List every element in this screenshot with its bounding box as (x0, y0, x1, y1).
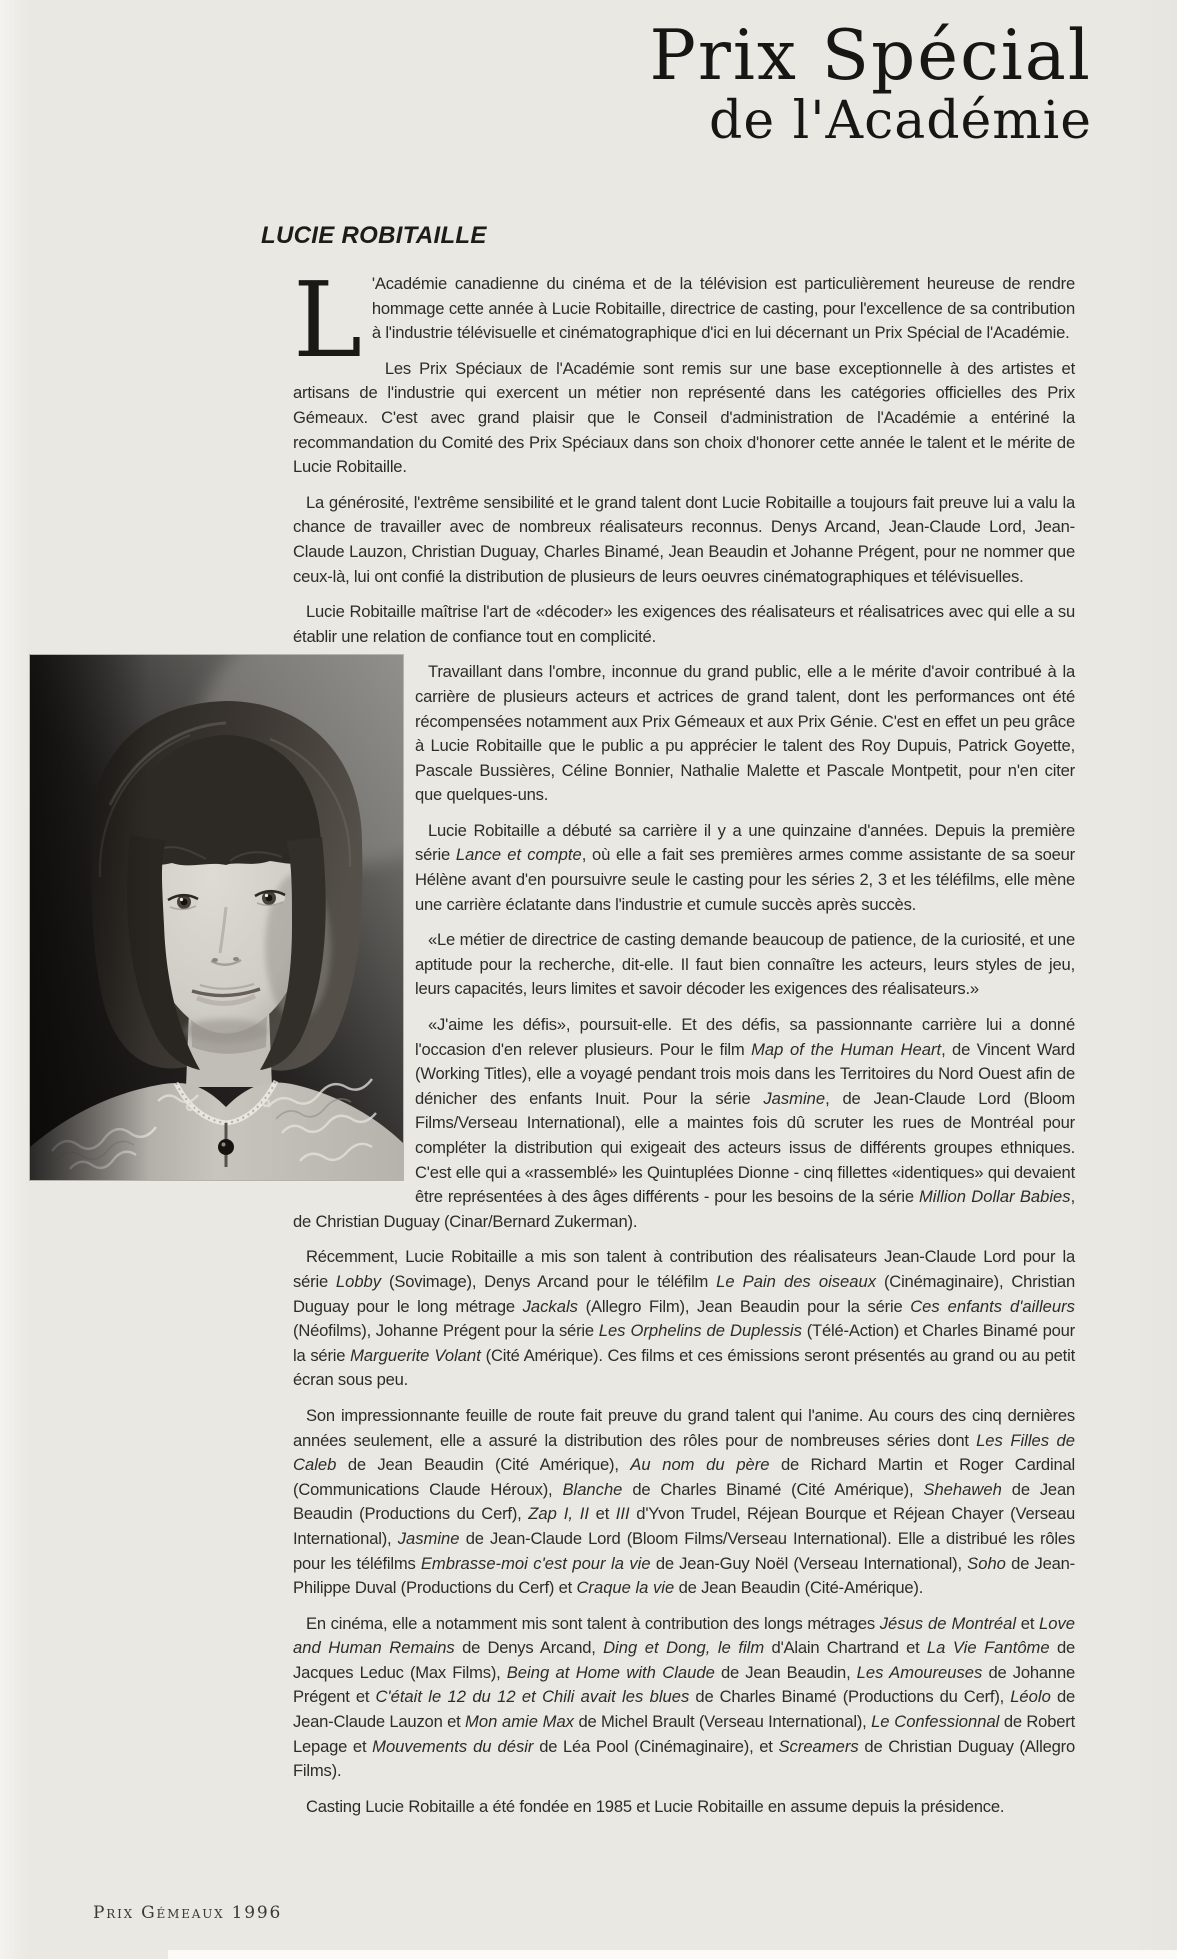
paragraphs-after-photo (293, 660, 1075, 1819)
text-segment: de Denys Arcand, (454, 1638, 604, 1658)
text-segment: (Cinémaginaire), Christian Duguay pour le long métrage (293, 1271, 1075, 1316)
text-segment: (Allegro Film), Jean Beaudin pour la série (577, 1296, 911, 1316)
text-segment: Lucie Robitaille a débuté sa carrière il y a une quinzaine d'années. Depuis la première série (415, 820, 1075, 865)
text-segment: d'Yvon Trudel, Réjean Bourque et Réjean Chayer (Verseau International), (293, 1504, 1075, 1548)
paragraph (293, 600, 1075, 649)
text-segment: de Richard Martin et Roger Cardinal (Communications Claude Héroux), (293, 1455, 1075, 1499)
italic-text-segment: Marguerite Volant (350, 1345, 481, 1365)
page-bottom-edge (168, 1950, 1177, 1959)
footer-page-label: Prix Gémeaux 1996 (93, 1903, 283, 1923)
text-segment: de Jean-Claude Lauzon et (293, 1687, 1076, 1732)
italic-text-segment: Lance et compte (455, 845, 582, 865)
text-segment: de Charles Binamé (Productions du Cerf), (689, 1687, 1011, 1707)
text-segment: de Jean-Guy Noël (Verseau International), (650, 1553, 968, 1573)
italic-text-segment: Map of the Human Heart (751, 1039, 942, 1059)
page-title-line-1: Prix Spécial (649, 16, 1092, 96)
text-segment: , de Jean-Claude Lord (Bloom Films/Verseau International), elle a maintes fois dû scruter les rues de Montréal pour compléter la distribution qui exigeait des acteurs issus de différents groupes ethniques. C'est elle qui a «rassemblé» les Quintuplées Dionne - cinq fillettes «identiques» qui devaient être représentées à des âges différents - pour les besoins de la série (415, 1088, 1075, 1207)
italic-text-segment: Le Confessionnal (871, 1712, 1000, 1732)
text-segment: de Léa Pool (Cinémaginaire), et (533, 1736, 779, 1756)
text-segment: de Jean Beaudin (Productions du Cerf), (293, 1479, 1076, 1524)
italic-text-segment: Craque la vie (576, 1578, 675, 1598)
text-segment: , de Vincent Ward (Working Titles), elle a voyagé pendant trois mois dans les Territoires du Nord Ouest afin de dénicher des enfants Inuit. Pour la série (415, 1039, 1076, 1108)
paragraphs-before-photo (293, 259, 1075, 649)
portrait-photo (30, 655, 403, 1180)
italic-text-segment: Zap I, II (528, 1504, 590, 1524)
text-segment: de Johanne Prégent et (293, 1662, 1076, 1707)
text-segment: 'Académie canadienne du cinéma et de la télévision est particulièrement heureuse de rendre hommage cette année à Lucie Robitaille, directrice de casting, pour l'excellence de sa contribution à l'industrie télévisuelle et cinématographique d'ici en lui décernant un Prix Spécial de l'Académie. (371, 274, 1075, 343)
text-segment: de Charles Binamé (Cité Amérique), (622, 1479, 924, 1499)
paragraph (293, 1404, 1075, 1601)
italic-text-segment: Jackals (522, 1296, 578, 1316)
italic-text-segment: Embrasse-moi c'est pour la vie (420, 1553, 651, 1573)
paragraph (293, 259, 1075, 381)
italic-text-segment: Shehaweh (923, 1479, 1002, 1499)
italic-text-segment: Les Amoureuses (856, 1662, 983, 1682)
italic-text-segment: Ces enfants d'ailleurs (910, 1296, 1075, 1316)
text-segment: Casting Lucie Robitaille a été fondée en 1985 et Lucie Robitaille en assume depuis la présidence. (306, 1796, 1005, 1816)
italic-text-segment: Mon amie Max (465, 1712, 574, 1732)
italic-text-segment: Blanche (562, 1479, 623, 1499)
text-segment: , où elle a fait ses premières armes comme assistante de sa soeur Hélène avant d'en poursuivre seule le casting pour les séries 2, 3 et les téléfilms, elle mène une carrière éclatante dans l'industrie et cumule succès après succès. (415, 845, 1075, 914)
italic-text-segment: Million Dollar Babies (918, 1187, 1071, 1207)
text-segment: de Jean-Claude Lord (Bloom Films/Verseau International). Elle a distribué les rôles pour les téléfilms (293, 1528, 1075, 1573)
text-segment: Son impressionnante feuille de route fait preuve du grand talent qui l'anime. Au cours des cinq dernières années seulement, elle a assuré la distribution des rôles pour de nombreuses séries dont (293, 1405, 1075, 1450)
italic-text-segment: Love and Human Remains (293, 1613, 1075, 1658)
text-segment: (Sovimage), Denys Arcand pour le téléfilm (381, 1271, 717, 1291)
article-body (293, 259, 1076, 1819)
text-segment: La générosité, l'extrême sensibilité et le grand talent dont Lucie Robitaille a toujours fait preuve lui a valu la chance de travailler avec de nombreux réalisateurs reconnus. Denys Arcand, Jean-Claude Lord, Jean-Claude Lauzon, Christian Duguay, Charles Binamé, Jean Beaudin et Johanne Prégent, pour ne nommer que ceux-là, lui ont confié la distribution de plusieurs de leurs oeuvres cinématographiques et télévisuelles. (293, 492, 1075, 586)
italic-text-segment: Au nom du père (630, 1455, 770, 1475)
text-segment: de Jean Beaudin, (714, 1662, 857, 1682)
person-name-heading: LUCIE ROBITAILLE (261, 222, 487, 249)
text-segment: et (1016, 1613, 1040, 1633)
text-segment: de Jean-Philippe Duval (Productions du Cerf) et (293, 1553, 1076, 1598)
page-title-line-2: de l'Académie (709, 91, 1092, 151)
text-segment: d'Alain Chartrand et (764, 1638, 927, 1658)
text-segment: de Jacques Leduc (Max Films), (293, 1638, 1076, 1682)
text-segment: , de Christian Duguay (Cinar/Bernard Zukerman). (293, 1187, 1076, 1231)
italic-text-segment: Léolo (1010, 1687, 1051, 1707)
text-segment: En cinéma, elle a notamment mis sont talent à contribution des longs métrages (306, 1613, 880, 1633)
text-segment: «Le métier de directrice de casting demande beaucoup de patience, de la curiosité, et une aptitude pour la recherche, dit-elle. Il faut bien connaître les acteurs, leurs styles de jeu, leurs capacités, leurs limites et savoir décoder les exigences des réalisateurs.» (415, 930, 1075, 999)
paragraph (293, 357, 1075, 480)
paragraph (293, 491, 1075, 589)
text-segment: Travaillant dans l'ombre, inconnue du grand public, elle a le mérite d'avoir contribué à la carrière de plusieurs acteurs et actrices de grand talent, dont les performances ont été récompensées notamment aux Prix Gémeaux et aux Prix Génie. C'est en effet un peu grâce à Lucie Robitaille que le public a pu apprécier le talent des Roy Dupuis, Patrick Goyette, Pascale Bussières, Céline Bonnier, Nathalie Malette et Pascale Montpetit, pour n'en citer que quelques-uns. (415, 662, 1075, 805)
italic-text-segment: Jasmine (397, 1528, 460, 1548)
paragraph (293, 1612, 1075, 1784)
text-segment: Récemment, Lucie Robitaille a mis son talent à contribution des réalisateurs Jean-Claude Lord pour la série (293, 1247, 1075, 1291)
text-segment: (Télé-Action) et Charles Binamé pour la série (293, 1321, 1075, 1365)
italic-text-segment: Mouvements du désir (372, 1736, 534, 1756)
italic-text-segment: Soho (967, 1553, 1006, 1573)
text-segment: de Jean Beaudin (Cité Amérique), (336, 1455, 631, 1475)
text-segment: Les Prix Spéciaux de l'Académie sont remis sur une base exceptionnelle à des artistes et artisans de l'industrie qui exercent un métier non représenté dans les catégories officielles des Prix Gémeaux. C'est avec grand plaisir que le Conseil d'administration de l'Académie a entériné la recommandation du Comité des Prix Spéciaux dans son choix d'honorer cette année le talent et le mérite de Lucie Robitaille. (293, 358, 1075, 477)
text-segment: de Christian Duguay (Allegro Films). (293, 1736, 1075, 1781)
italic-text-segment: Les Filles de Caleb (293, 1430, 1075, 1475)
paragraph (293, 660, 1075, 808)
italic-text-segment: III (615, 1504, 630, 1524)
italic-text-segment: Jésus de Montréal (879, 1613, 1017, 1633)
italic-text-segment: La Vie Fantôme (926, 1638, 1050, 1658)
text-segment: Lucie Robitaille maîtrise l'art de «décoder» les exigences des réalisateurs et réalisatrices avec qui elle a su établir une relation de confiance tout en complicité. (293, 602, 1075, 646)
italic-text-segment: Les Orphelins de Duplessis (598, 1321, 802, 1341)
drop-cap: L (293, 259, 362, 381)
text-segment: (Néofilms), Johanne Prégent pour la série (293, 1321, 599, 1341)
text-segment: «J'aime les défis», poursuit-elle. Et des défis, sa passionnante carrière lui a donné l'occasion d'en relever plusieurs. Pour le film (415, 1015, 1075, 1059)
italic-text-segment: Le Pain des oiseaux (716, 1271, 877, 1291)
italic-text-segment: Screamers (778, 1736, 859, 1756)
page-title (649, 16, 1092, 151)
italic-text-segment: Jasmine (763, 1088, 826, 1108)
paragraph (293, 1013, 1075, 1234)
text-segment: (Cité Amérique). Ces films et ces émissions seront présentés au grand ou au petit écran sous peu. (293, 1345, 1075, 1390)
paragraph (293, 928, 1075, 1002)
text-segment: de Jean Beaudin (Cité-Amérique). (674, 1578, 924, 1598)
italic-text-segment: Lobby (335, 1271, 382, 1291)
paragraph (293, 819, 1075, 917)
text-segment: de Michel Brault (Verseau International), (573, 1712, 872, 1732)
italic-text-segment: Being at Home with Claude (506, 1662, 715, 1682)
paragraph (293, 1795, 1075, 1820)
text-segment: et (589, 1504, 616, 1524)
paragraph (293, 1245, 1075, 1393)
italic-text-segment: Ding et Dong, le film (603, 1638, 765, 1658)
italic-text-segment: C'était le 12 du 12 et Chili avait les blues (375, 1687, 690, 1707)
text-segment: de Robert Lepage et (293, 1712, 1075, 1756)
